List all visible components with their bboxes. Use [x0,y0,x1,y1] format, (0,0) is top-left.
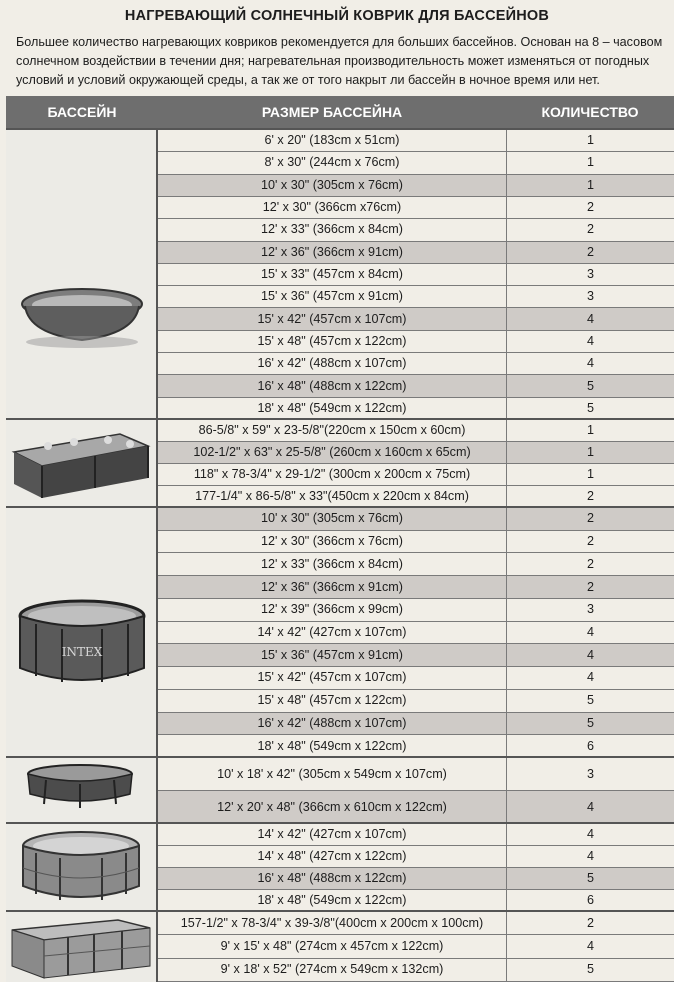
quantity-cell: 5 [506,375,674,396]
table-row [158,286,674,308]
table-row [158,622,674,645]
header-size: РАЗМЕР БАССЕЙНА [261,104,403,120]
quantity-cell: 5 [506,868,674,889]
table-row [158,846,674,868]
table-row [158,758,674,791]
pool-size-cell: 10' x 30" (305cm x 76cm) [261,511,403,526]
pool-size-cell: 16' x 48" (488cm x 122cm) [257,378,407,393]
quantity-cell: 4 [506,824,674,845]
quantity-cell: 1 [506,420,674,441]
quantity-cell: 4 [506,331,674,352]
easy-set-pool-icon [6,130,158,420]
quantity-cell: 4 [506,935,674,957]
table-row [158,398,674,420]
table-row [158,531,674,554]
pool-size-cell: 15' x 42" (457cm x 107cm) [257,311,407,326]
quantity-cell: 5 [506,398,674,419]
pool-size-cell: 18' x 48" (549cm x 122cm) [257,400,407,415]
table-row [158,735,674,758]
round-metal-frame-pool-icon-art [12,596,152,692]
table-row [158,353,674,375]
table-row [158,442,674,464]
table-row [158,824,674,846]
pool-group [6,128,674,420]
pool-group [6,506,674,758]
pool-size-cell: 14' x 42" (427cm x 107cm) [257,624,407,639]
quantity-cell: 4 [506,644,674,666]
table-row [158,667,674,690]
quantity-cell: 2 [506,486,674,507]
intro-paragraph [16,33,666,90]
pool-group [6,756,674,824]
pool-size-cell: 177-1/4" x 86-5/8" x 33"(450cm x 220cm x 84cm) [195,489,469,503]
pool-size-cell: 12' x 30" (366cm x76cm) [262,200,402,215]
pool-size-cell: 12' x 33" (366cm x 84cm) [261,222,403,237]
pool-size-cell: 16' x 48" (488cm x 122cm) [257,871,407,885]
pool-size-cell: 15' x 48" (457cm x 122cm) [257,333,407,348]
easy-set-pool-icon-art [17,282,147,352]
rectangular-frame-pool-icon [6,420,158,508]
ultra-frame-rectangular-pool-icon [6,912,158,982]
table-row [158,242,674,264]
quantity-cell: 6 [506,890,674,911]
pool-size-cell: 16' x 42" (488cm x 107cm) [257,356,407,371]
quantity-cell: 5 [506,959,674,981]
rectangular-frame-pool-icon-art [8,426,154,504]
pool-size-cell: 18' x 48" (549cm x 122cm) [257,893,407,907]
table-row [158,375,674,397]
quantity-cell: 3 [506,758,674,790]
pool-size-cell: 102-1/2" x 63" x 25-5/8" (260cm x 160cm x 65cm) [193,445,471,459]
ultra-frame-round-pool-icon-art [16,828,146,910]
oval-frame-pool-icon [6,758,158,824]
quantity-cell: 4 [506,308,674,329]
table-row [158,644,674,667]
oval-frame-pool-icon-art [20,762,140,810]
quantity-cell: 2 [506,912,674,934]
pool-size-cell: 12' x 30" (366cm x 76cm) [261,534,403,549]
pool-size-cell: 12' x 33" (366cm x 84cm) [261,556,403,571]
pool-group [6,822,674,912]
header-qty: КОЛИЧЕСТВО [541,104,639,120]
quantity-cell: 6 [506,735,674,757]
table-row [158,464,674,486]
table-row [158,331,674,353]
table-row [158,197,674,219]
table-row [158,690,674,713]
quantity-cell: 1 [506,152,674,173]
pool-size-cell: 15' x 36" (457cm x 91cm) [261,289,403,304]
quantity-cell: 4 [506,353,674,374]
table-row [158,508,674,531]
table-row [158,130,674,152]
pool-size-cell: 15' x 33" (457cm x 84cm) [261,266,403,281]
mat-table [6,128,674,980]
pool-size-cell: 18' x 48" (549cm x 122cm) [257,738,407,753]
intro-line: условий и условий окружающей среды, а так же от того накрыт ли бассейн в ночное время или нет. [16,73,600,87]
quantity-cell: 3 [506,599,674,621]
pool-size-cell: 10' x 30" (305cm x 76cm) [261,177,403,192]
pool-group [6,418,674,508]
table-row [158,175,674,197]
table-row [158,959,674,982]
table-row [158,890,674,912]
round-metal-frame-pool-icon [6,508,158,758]
quantity-cell: 2 [506,242,674,263]
pool-group [6,910,674,982]
quantity-cell: 3 [506,264,674,285]
table-row [158,713,674,736]
quantity-cell: 5 [506,713,674,735]
quantity-cell: 4 [506,667,674,689]
table-row [158,599,674,622]
quantity-cell: 1 [506,464,674,485]
pool-size-cell: 8' x 30" (244cm x 76cm) [264,155,400,170]
quantity-cell: 4 [506,791,674,823]
pool-size-cell: 12' x 36" (366cm x 91cm) [261,579,403,594]
table-row [158,486,674,508]
table-row [158,912,674,935]
intro-line: солнечном воздействии в течении дня; нагревательная производительность может изменяться от погодных [16,54,650,68]
quantity-cell: 2 [506,219,674,240]
quantity-cell: 2 [506,576,674,598]
table-row [158,308,674,330]
quantity-cell: 4 [506,846,674,867]
table-row [158,791,674,824]
pool-brand-label: INTEX [61,645,103,659]
pool-size-cell: 15' x 42" (457cm x 107cm) [257,670,407,685]
intro-line: Большее количество нагревающих ковриков рекомендуется для больших бассейнов. Основан на 8 – часовом [16,35,663,49]
pool-size-cell: 6' x 20" (183cm x 51cm) [264,133,400,148]
pool-size-cell: 118" x 78-3/4" x 29-1/2" (300cm x 200cm x 75cm) [193,467,471,481]
pool-size-cell: 15' x 48" (457cm x 122cm) [257,693,407,708]
pool-size-cell: 9' x 18' x 52" (274cm x 549cm x 132cm) [220,962,444,977]
quantity-cell: 2 [506,531,674,553]
table-row [158,219,674,241]
pool-size-cell: 15' x 36" (457cm x 91cm) [261,647,403,662]
table-row [158,576,674,599]
pool-size-cell: 86-5/8" x 59" x 23-5/8"(220cm x 150cm x 60cm) [198,423,466,437]
quantity-cell: 1 [506,175,674,196]
pool-size-cell: 9' x 15' x 48" (274cm x 457cm x 122cm) [220,938,444,953]
ultra-frame-round-pool-icon [6,824,158,912]
quantity-cell: 2 [506,508,674,530]
ultra-frame-rectangular-pool-icon-art [8,916,154,980]
pool-size-cell: 12' x 36" (366cm x 91cm) [261,244,403,259]
quantity-cell: 1 [506,130,674,151]
pool-size-cell: 12' x 20' x 48" (366cm x 610cm x 122cm) [217,799,447,814]
quantity-cell: 4 [506,622,674,644]
table-row [158,553,674,576]
table-row [158,152,674,174]
pool-size-cell: 12' x 39" (366cm x 99cm) [261,602,403,617]
quantity-cell: 2 [506,197,674,218]
table-header [6,96,674,128]
pool-size-cell: 10' x 18' x 42" (305cm x 549cm x 107cm) [217,766,447,781]
header-pool: БАССЕЙН [47,104,117,120]
quantity-cell: 2 [506,553,674,575]
table-row [158,935,674,958]
pool-size-cell: 16' x 42" (488cm x 107cm) [257,715,407,730]
pool-size-cell: 14' x 48" (427cm x 122cm) [257,849,407,863]
quantity-cell: 5 [506,690,674,712]
table-row [158,868,674,890]
pool-size-cell: 157-1/2" x 78-3/4" x 39-3/8"(400cm x 200cm x 100cm) [180,915,484,930]
quantity-cell: 3 [506,286,674,307]
pool-size-cell: 14' x 42" (427cm x 107cm) [257,827,407,841]
table-row [158,264,674,286]
quantity-cell: 1 [506,442,674,463]
table-row [158,420,674,442]
page-title: НАГРЕВАЮЩИЙ СОЛНЕЧНЫЙ КОВРИК ДЛЯ БАССЕЙНОВ [124,8,550,24]
